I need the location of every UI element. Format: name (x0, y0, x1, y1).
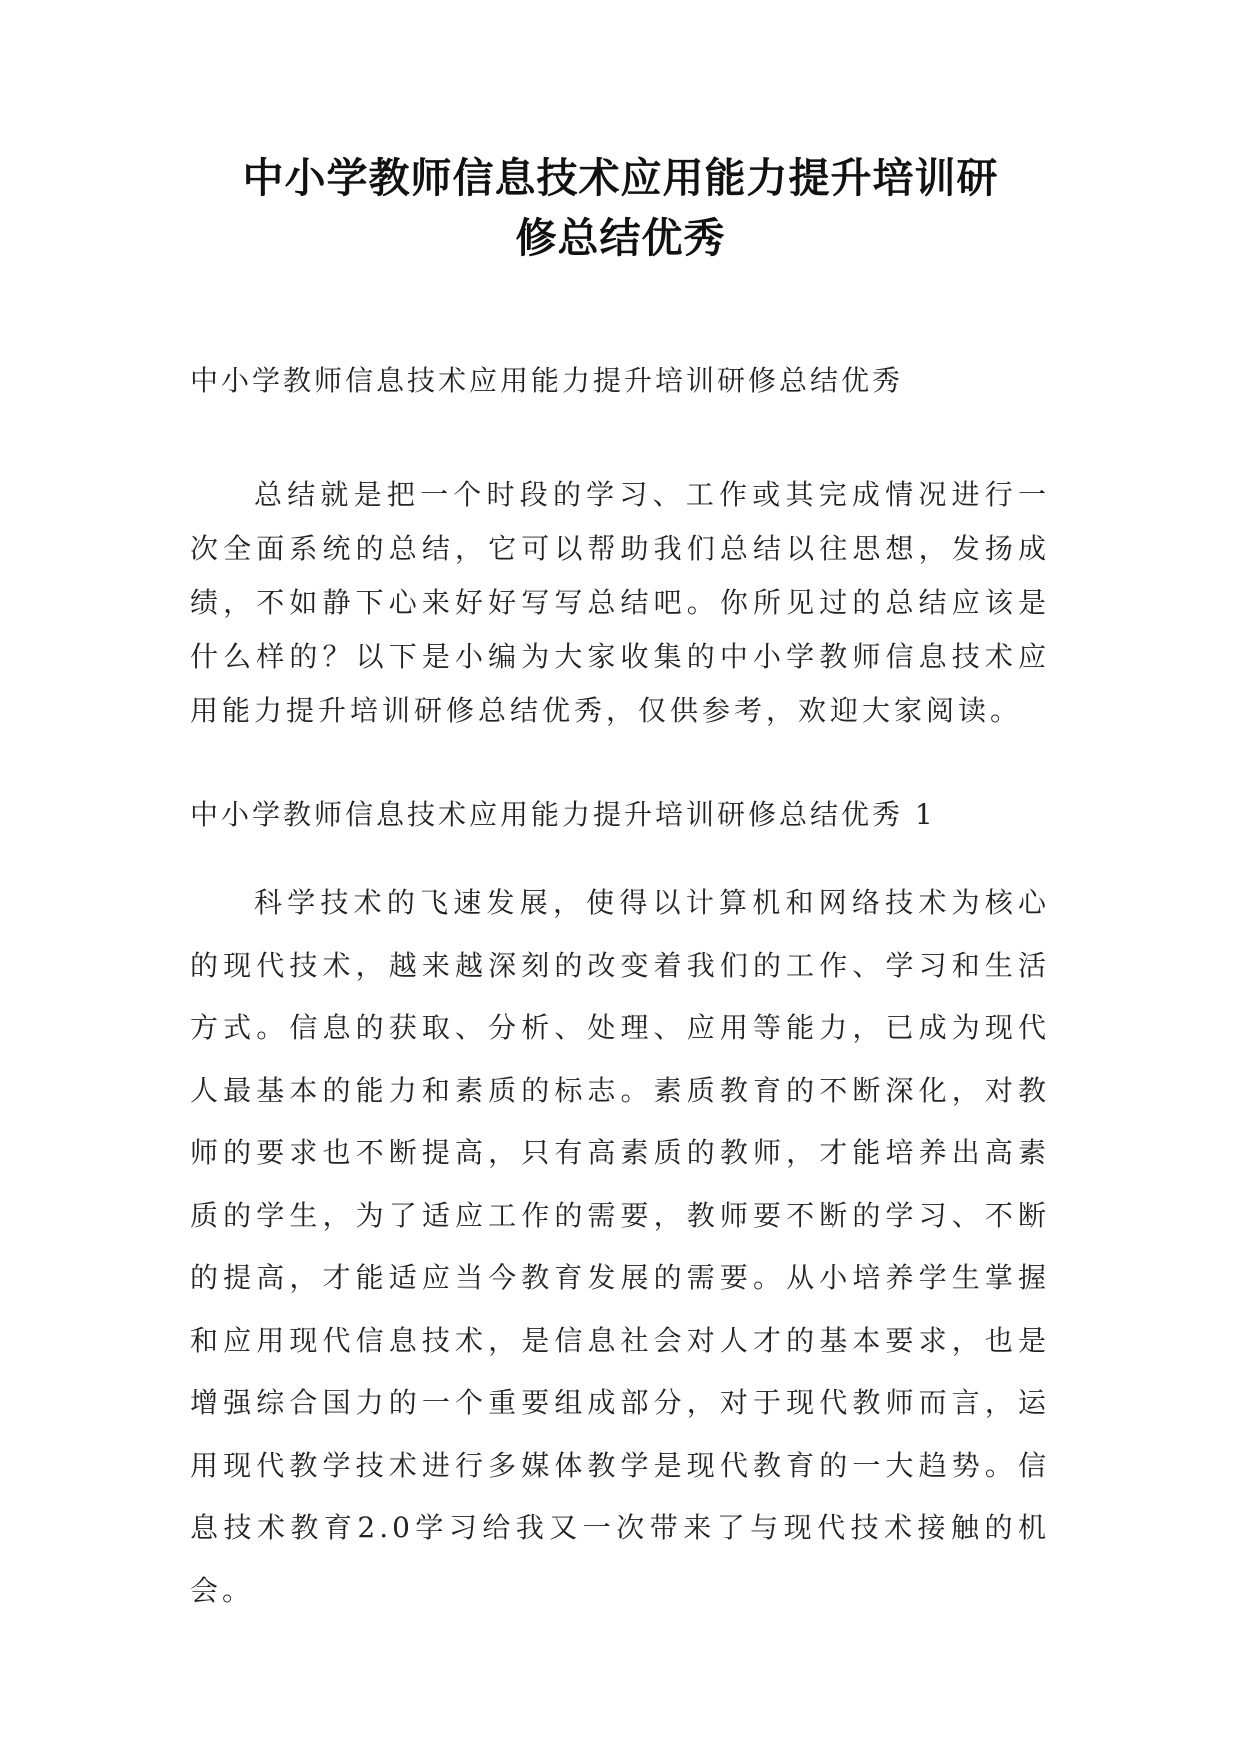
section-1-paragraph: 科学技术的飞速发展，使得以计算机和网络技术为核心的现代技术，越来越深刻的改变着我们的工作、学习和生活方式。信息的获取、分析、处理、应用等能力，已成为现代人最基本的能力和素质的标志。素质教育的不断深化，对教师的要求也不断提高，只有高素质的教师，才能培养出高素质的学生，为了适应工作的需要，教师要不断的学习、不断的提高，才能适应当今教育发展的需要。从小培养学生掌握和应用现代信息技术，是信息社会对人才的基本要求，也是增强综合国力的一个重要组成部分，对于现代教师而言，运用现代教学技术进行多媒体教学是现代教育的一大趋势。信息技术教育2.0学习给我又一次带来了与现代技术接触的机会。 (190, 886, 1050, 1607)
document-subtitle: 中小学教师信息技术应用能力提升培训研修总结优秀 (190, 364, 904, 397)
document-title-line-1: 中小学教师信息技术应用能力提升培训研 (242, 154, 999, 202)
section-1-heading: 中小学教师信息技术应用能力提升培训研修总结优秀 1 (190, 798, 936, 831)
document-title (150, 148, 1091, 268)
document-title-line-2: 修总结优秀 (515, 214, 726, 262)
intro-paragraph: 总结就是把一个时段的学习、工作或其完成情况进行一次全面系统的总结，它可以帮助我们总结以往思想，发扬成绩，不如静下心来好好写写总结吧。你所见过的总结应该是什么样的？以下是小编为大家收集的中小学教师信息技术应用能力提升培训研修总结优秀，仅供参考，欢迎大家阅读。 (190, 478, 1050, 727)
